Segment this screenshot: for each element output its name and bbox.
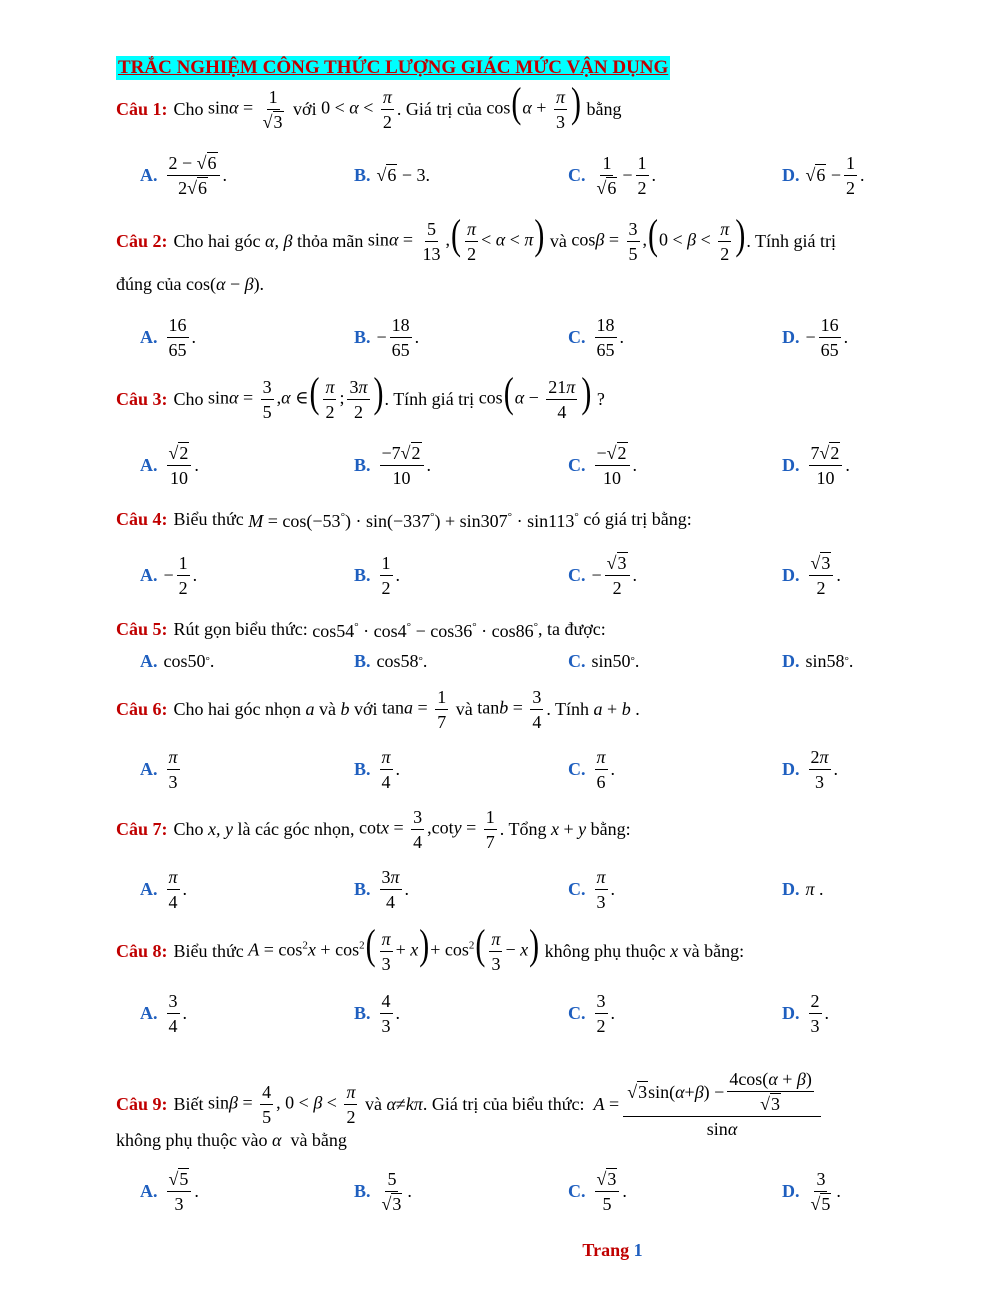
- question-7: Câu 7: Cho x, y là các góc nhọn, cotx = $\frac{3}{4}$ ,coty = $\frac{1}{7}$ . Tổng x + y bằng:: [116, 806, 631, 852]
- question-2-line2: đúng của cos(α − β).: [116, 274, 265, 294]
- option-a[interactable]: A. $\frac{2 - √6}{2√6}$ .: [140, 152, 228, 198]
- option-b[interactable]: B. $\frac{4}{3}$ .: [354, 990, 401, 1036]
- options-3: [140, 440, 900, 490]
- question-8: Câu 8: Biểu thức $A = \cos^2x + \cos^2$( $\frac{\pi}{3}$ + $x)+ \cos^2$( $\frac{\pi}{3}$ − x) không phụ thuộc x và bằng:: [116, 922, 745, 974]
- option-d[interactable]: D. π .: [782, 878, 824, 899]
- option-c[interactable]: C. $\frac{-√2}{10}$ .: [568, 442, 638, 488]
- options-2: [140, 312, 900, 362]
- question-label: Câu 1:: [116, 99, 168, 119]
- option-c[interactable]: C. − $\frac{√3}{2}$ .: [568, 552, 638, 598]
- options-4: [140, 550, 900, 600]
- option-a[interactable]: A. $\frac{\pi}{4}$ .: [140, 866, 188, 912]
- option-b[interactable]: B. cos58 ° .: [354, 650, 428, 671]
- option-a[interactable]: A. $\frac{3}{4}$ .: [140, 990, 187, 1036]
- option-b[interactable]: B. $\frac{1}{2}$ .: [354, 552, 401, 598]
- question-2: Câu 2: Cho hai góc α, β thỏa mãn sinα = $\frac{5}{13}$ ,( $\frac{\pi}{2}$ < α < π) và cosβ = $\frac{3}{5}$ ,(0 < β < $\frac{\pi}{2}$ ) . Tính giá trị: [116, 212, 836, 264]
- option-a[interactable]: A. $\frac{√5}{3}$ .: [140, 1168, 199, 1214]
- option-c[interactable]: C. $\frac{1}{√6}$ − $\frac{1}{2}$ .: [568, 152, 657, 198]
- options-8: [140, 988, 900, 1038]
- option-c[interactable]: C. $\frac{\pi}{6}$ .: [568, 746, 616, 792]
- option-d[interactable]: D. √ 6 − $\frac{1}{2}$ .: [782, 152, 865, 198]
- option-d[interactable]: D. $\frac{3}{√5}$ .: [782, 1168, 841, 1214]
- question-3: Câu 3: Cho sinα = $\frac{3}{5}$ ,α ∈( $\frac{\pi}{2}$ ; $\frac{3\pi}{2}$ ) . Tính giá trị cos(α − $\frac{21\pi}{4}$ ) ?: [116, 370, 605, 422]
- option-b[interactable]: B. $\frac{3\pi}{4}$ .: [354, 866, 410, 912]
- option-c[interactable]: C. $\frac{\pi}{3}$ .: [568, 866, 616, 912]
- options-6: [140, 744, 900, 794]
- option-c[interactable]: C. sin50 ° .: [568, 650, 640, 671]
- question-9: Câu 9: Biết sinβ = $\frac{4}{5}$ , 0 < β < $\frac{\pi}{2}$ và α ≠ kπ . Giá trị của biểu thức: A = √ 3 sin( α + β ) − $\frac{4\cos(\alpha + \beta)}{√3}$ sinα: [116, 1050, 916, 1140]
- question-6: Câu 6: Cho hai góc nhọn a và b với tana = $\frac{1}{7}$ và tanb = $\frac{3}{4}$ . Tính a + b .: [116, 686, 640, 732]
- option-c[interactable]: C. $\frac{3}{2}$ .: [568, 990, 615, 1036]
- option-a[interactable]: A. $\frac{16}{65}$ .: [140, 314, 196, 360]
- option-a[interactable]: A. $\frac{√2}{10}$ .: [140, 442, 199, 488]
- math-expr: cos(α + $\frac{\pi}{3}$ ): [486, 80, 581, 132]
- options-5: [140, 636, 900, 686]
- option-d[interactable]: D. − $\frac{16}{65}$ .: [782, 314, 849, 360]
- option-b[interactable]: B. − $\frac{18}{65}$ .: [354, 314, 420, 360]
- option-d[interactable]: D. $\frac{√3}{2}$ .: [782, 552, 841, 598]
- option-d[interactable]: D. $\frac{2\pi}{3}$ .: [782, 746, 839, 792]
- option-d[interactable]: D. sin58 ° .: [782, 650, 854, 671]
- option-b[interactable]: B. $\frac{5}{√3}$ .: [354, 1168, 412, 1214]
- page-title: TRẮC NGHIỆM CÔNG THỨC LƯỢNG GIÁC MỨC VẬN DỤNG: [118, 57, 669, 78]
- question-9-line2: không phụ thuộc vào α và bằng: [116, 1130, 347, 1150]
- math-expr: sinα = $\frac{1}{√3}$: [208, 86, 283, 132]
- page-footer: [0, 1240, 1000, 1261]
- math-expr: 0 < α < $\frac{\pi}{2}$: [321, 86, 392, 132]
- options-1: [140, 150, 900, 200]
- option-a[interactable]: A. $\frac{\pi}{3}$: [140, 746, 178, 792]
- option-b[interactable]: B. $\frac{\pi}{4}$ .: [354, 746, 401, 792]
- option-d[interactable]: D. $\frac{7√2}{10}$ .: [782, 442, 850, 488]
- question-1: Câu 1: Cho sinα = $\frac{1}{√3}$ với 0 < α < $\frac{\pi}{2}$ . Giá trị của cos(α + $\frac{\pi}{3}$ ) bằng: [116, 80, 622, 132]
- option-c[interactable]: C. $\frac{18}{65}$ .: [568, 314, 624, 360]
- options-9: [140, 1166, 900, 1216]
- option-c[interactable]: C. $\frac{√3}{5}$ .: [568, 1168, 627, 1214]
- question-5: Câu 5: Rút gọn biểu thức: cos54° · cos4° − cos36° · cos86° , ta được:: [116, 619, 606, 641]
- option-a[interactable]: A. − $\frac{1}{2}$ .: [140, 552, 198, 598]
- page-number: 1: [633, 1240, 643, 1260]
- footer-label: Trang: [582, 1240, 630, 1260]
- question-4: Câu 4: Biểu thức M = cos(−53°) · sin(−337°) + sin307° · sin113° có giá trị bằng:: [116, 509, 692, 531]
- option-b[interactable]: B. $\frac{-7√2}{10}$ .: [354, 442, 432, 488]
- option-a[interactable]: A. cos50 ° .: [140, 650, 215, 671]
- option-b[interactable]: B. √ 6 − 3.: [354, 164, 431, 185]
- option-d[interactable]: D. $\frac{2}{3}$ .: [782, 990, 829, 1036]
- options-7: [140, 864, 900, 914]
